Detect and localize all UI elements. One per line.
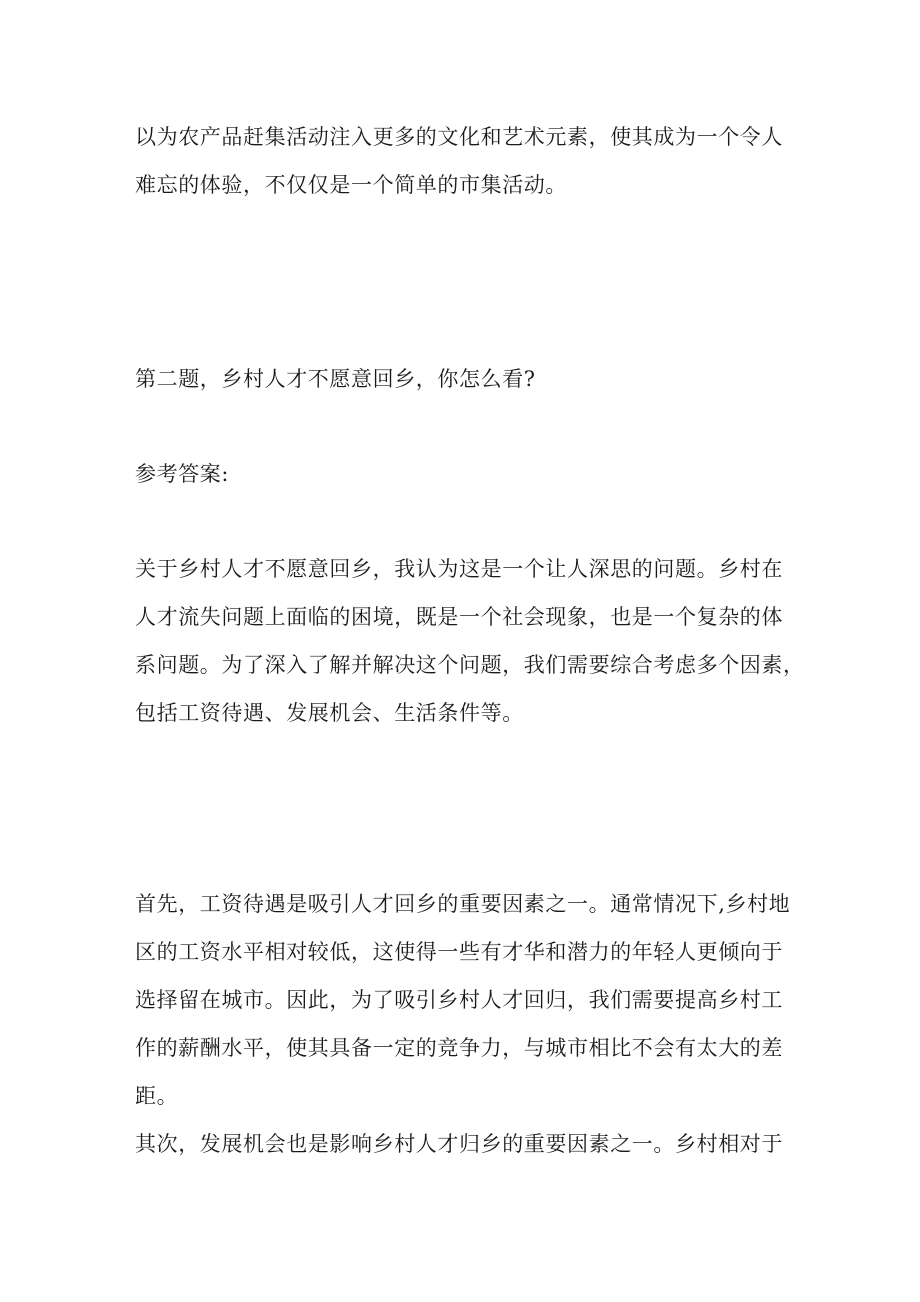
text-line: 首先，工资待遇是吸引人才回乡的重要因素之一。通常情况下,乡村地 <box>135 892 791 916</box>
text-line: 包括工资待遇、发展机会、生活条件等。 <box>135 701 524 725</box>
paragraph-opportunities <box>135 1120 800 1168</box>
answer-label <box>135 450 800 498</box>
text-line: 作的薪酬水平，使其具备一定的竞争力，与城市相比不会有太大的差 <box>135 1036 783 1060</box>
text-line: 难忘的体验，不仅仅是一个简单的市集活动。 <box>135 173 567 197</box>
text-line: 第二题，乡村人才不愿意回乡，你怎么看? <box>135 367 536 391</box>
text-line: 区的工资水平相对较低，这使得一些有才华和潜力的年轻人更倾向于 <box>135 940 783 964</box>
text-line: 距。 <box>135 1084 179 1108</box>
paragraph-salary <box>135 880 800 1120</box>
text-line: 关于乡村人才不愿意回乡，我认为这是一个让人深思的问题。乡村在 <box>135 557 783 581</box>
paragraph-cultural-elements <box>135 113 800 209</box>
text-line: 系问题。为了深入了解并解决这个问题，我们需要综合考虑多个因素， <box>135 653 805 677</box>
text-line: 其次，发展机会也是影响乡村人才归乡的重要因素之一。乡村相对于 <box>135 1132 783 1156</box>
text-line: 选择留在城市。因此，为了吸引乡村人才回归，我们需要提高乡村工 <box>135 988 783 1012</box>
text-line: 人才流失问题上面临的困境，既是一个社会现象，也是一个复杂的体 <box>135 605 783 629</box>
text-line: 以为农产品赶集活动注入更多的文化和艺术元素，使其成为一个令人 <box>135 125 783 149</box>
question-heading <box>135 355 800 403</box>
text-line: 参考答案: <box>135 462 230 486</box>
paragraph-introduction <box>135 545 805 737</box>
